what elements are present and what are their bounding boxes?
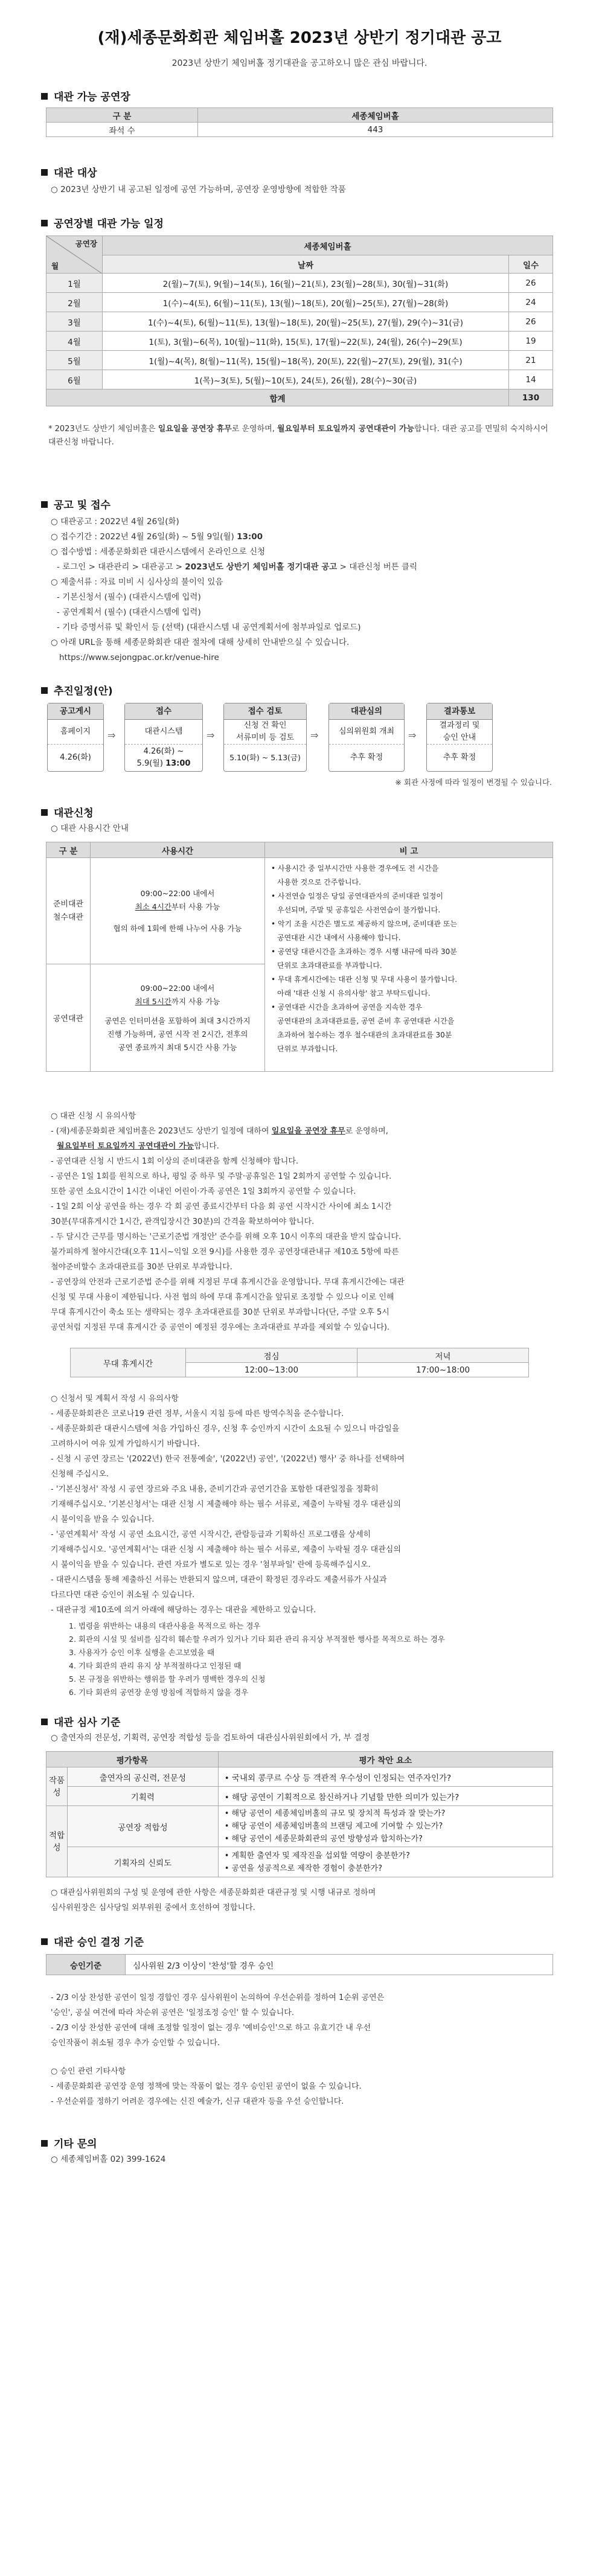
- bullet-square-icon: [41, 220, 48, 226]
- schedule-venue-header: 세종체임버홀: [103, 236, 553, 255]
- list-item: 6. 기타 회관의 공연장 운영 방침에 적합하지 않을 경우: [69, 1688, 249, 1697]
- section-heading-schedule: 공연장별 대관 가능 일정: [41, 215, 164, 230]
- section-heading-review: 대관 심사 기준: [41, 1714, 120, 1729]
- venue-table: [46, 107, 553, 137]
- process-note: ※ 회관 사정에 따라 일정이 변경될 수 있습니다.: [395, 778, 552, 787]
- schedule-row: 6월 1(목)~3(토), 5(월)~10(토), 24(토), 26(월), 28(수)~30(금) 14: [46, 370, 553, 389]
- bullet-square-icon: [41, 1938, 48, 1945]
- list-item: 1. 법령을 위반하는 내용의 대관사용을 목적으로 하는 경우: [69, 1621, 261, 1630]
- notice-method: ○ 접수방법 : 세종문화회관 대관시스템에서 온라인으로 신청: [51, 547, 266, 557]
- process-arrow-icon: ⇒: [207, 729, 215, 741]
- docs-block: ○ 신청서 및 계획서 작성 시 유의사항 - 세종문화회관은 코로나19 관련 정부, 서울시 지침 등에 따른 방역수칙을 준수합니다. - 세종문화회관 대관시스템에 처음 가입하신 경우, 신청 후 승인까지 시간이 소요될 수 있으니 마감일을 고려하시어 여유 있게 가입하시기 바랍니다. - 신청 시 공연 장르는 '(2022년) 한국 전통예술', '(2022년) 공연', '(2022년) 행사' 중 하나를 선택하여 신청해 주십시오. - '기본신청서' 작성 시 공연 장르와 주요 내용, 준비기간과 공연기간을 포함한 대관일정을 정확히 기재해주십시오. '기본신청서'는 대관 신청 시 제출해야 하는 필수 서류로, 제출이 누락될 경우 대관심의 시 불이익을 받을 수 있습니다. - '공연계획서' 작성 시 공연 소요시간, 공연 시작시간, 관람등급과 기획하신 프로그램을 상세히 기재해주십시오. '공연계획서'는 대관 신청 시 제출해야 하는 필수 서류로, 제출이 누락될 경우 대관심의 시 불이익을 받을 수 있습니다. 관련 자료가 별도로 있는 경우 '첨부파일' 란에 등록해주십시오. - 대관시스템을 통해 제출하신 서류는 반환되지 않으며, 대관이 확정된 경우라도 제출서류가 사실과 다르다면 대관 승인이 취소될 수 있습니다. - 대관규정 제10조에 의거 아래에 해당하는 경우는 대관을 제한하고 있습니다.: [51, 1394, 405, 1615]
- review-sub: ○ 출연자의 전문성, 기획력, 공연장 적합성 등을 검토하여 대관심사위원회에서 가, 부 결정: [51, 1733, 370, 1743]
- process-arrow-icon: ⇒: [310, 729, 319, 741]
- usage-time-table: 구 분 사용시간 비 고 준비대관 철수대관 09:00~22:00 내에서 최소 4시간부터 사용 가능 협의 하에 1회에 한해 나누어 사용 가능 • 사용시간 중 일부시간만 사용한 경우에도 전 시간을 사용한 것으로 간주합니다. • 사전연습 일정은 당일 공연대관자의 준비대관 일정이 우선되며, 주말 및 공휴일은 사전연습이 불가합니다. • 악기 조율 시간은 별도로 제공하지 않으며, 준비대관 또는 공연대관 시간 내에서 사용해야 합니다. • 공연당 대관시간을 초과하는 경우 시행 내규에 따라 30분 단위로 초과대관료를 부과합니다. • 무대 휴게시간에는 대관 신청 및 무대 사용이 불가합니다. 아래 '대관 신청 시 유의사항' 참고 부탁드립니다. • 공연대관 시간을 초과하여 공연을 지속한 경우 공연대관의 초과대관료를, 공연 준비 후 공연대관 시간을 초과하여 철수하는 경우 철수대관의 초과대관료를 30분 단위로 부과합니다. 공연대관 09:00~22:00 내에서 최대 5시간까지 사용 가능 공연은 인터미션을 포함하여 최대 3시간까지 진행 가능하며, 공연 시작 전 2시간, 전후의 공연 종료까지 최대 5시간 사용 가능: [46, 842, 553, 1072]
- usage-notes: • 사용시간 중 일부시간만 사용한 경우에도 전 시간을 사용한 것으로 간주합니다. • 사전연습 일정은 당일 공연대관자의 준비대관 일정이 우선되며, 주말 및 공휴일은 사전연습이 불가합니다. • 악기 조율 시간은 별도로 제공하지 않으며, 준비대관 또는 공연대관 시간 내에서 사용해야 합니다. • 공연당 대관시간을 초과하는 경우 시행 내규에 따라 30분 단위로 초과대관료를 부과합니다. • 무대 휴게시간에는 대관 신청 및 무대 사용이 불가합니다. 아래 '대관 신청 시 유의사항' 참고 부탁드립니다. • 공연대관 시간을 초과하여 공연을 지속한 경우 공연대관의 초과대관료를, 공연 준비 후 공연대관 시간을 초과하여 철수하는 경우 철수대관의 초과대관료를 30분 단위로 부과합니다.: [265, 858, 553, 1072]
- apply-sub: ○ 대관 사용시간 안내: [51, 824, 129, 833]
- process-step-committee: 대관심의 심의위원회 개최 추후 확정: [328, 703, 405, 772]
- schedule-note: * 2023년도 상반기 체임버홀은 일요일을 공연장 휴무로 운영하며, 월요일부터 토요일까지 공연대관이 가능합니다. 대관 공고를 면밀히 숙지하시어 대관신청 바랍니다.: [48, 425, 548, 447]
- review-after: ○ 대관심사위원회의 구성 및 운영에 관한 사항은 세종문화회관 대관규정 및 시행 내규로 정하며 심사위원장은 심사당일 외부위원 중에서 호선하여 정합니다.: [51, 1888, 376, 1912]
- process-arrow-icon: ⇒: [107, 729, 116, 741]
- bullet-square-icon: [41, 809, 48, 816]
- schedule-row: 1월 2(월)~7(토), 9(월)~14(토), 16(월)~21(토), 23(월)~28(토), 30(월)~31(화) 26: [46, 274, 553, 293]
- rest-time-table: 무대 휴게시간 점심 저녁 12:00~13:00 17:00~18:00: [70, 1348, 529, 1377]
- list-item: 5. 본 규정을 위반하는 행위를 할 우려가 명백한 경우의 신청: [69, 1674, 266, 1684]
- process-step-result: 결과통보 결과정리 및 승인 안내 추후 확정: [426, 703, 493, 772]
- schedule-table: [46, 235, 553, 406]
- process-step-receive: 접수 대관시스템 4.26(화) ~ 5.9(월) 13:00: [124, 703, 203, 772]
- venue-hire-link[interactable]: https://www.sejongpac.or.kr/venue-hire: [59, 653, 219, 662]
- schedule-days-header: 일수: [509, 255, 553, 274]
- bullet-square-icon: [41, 169, 48, 176]
- list-item: 4. 기타 회관의 관리 유지 상 부적절하다고 인정된 때: [69, 1661, 242, 1670]
- decision-block: - 2/3 이상 찬성한 공연이 일정 경합인 경우 심사위원이 논의하여 우선순위를 정하여 1순위 공연은 '승인', 공실 여건에 따라 차순위 공연은 '일정조정 승인' 할 수 있습니다. - 2/3 이상 찬성한 공연에 대해 조정할 일정이 없는 경우 '예비승인'으로 하고 유효기간 내 우선 승인작품이 취소될 경우 추가 승인할 수 있습니다. ○ 승인 관련 기타사항 - 세종문화회관 공연장 운영 정책에 맞는 작품이 없는 경우 승인된 공연이 없을 수 있습니다. - 우선순위를 정하기 어려운 경우에는 신진 예술가, 신규 대관자 등을 우선 승인합니다.: [51, 1993, 385, 2106]
- schedule-total-row: 합계 130: [46, 389, 553, 406]
- page-subtitle: 2023년 상반기 체임버홀 정기대관을 공고하오니 많은 관심 바랍니다.: [171, 59, 428, 68]
- target-text: ○ 2023년 상반기 내 공고된 일정에 공연 가능하며, 공연장 운영방향에 적합한 작품: [51, 185, 346, 194]
- notice-block: ○ 대관공고 : 2022년 4월 26일(화) ○ 접수기간 : 2022년 4월 26일(화) ~ 5월 9일(월) 13:00 ○ 접수방법 : 세종문화회관 대관시스템에서 온라인으로 신청 - 로그인 > 대관관리 > 대관공고 > 2023년도 상반기 체임버홀 정기대관 공고 > 대관신청 버튼 클릭 ○ 제출서류 : 자료 미비 시 심사상의 불이익 있음 - 기본신청서 (필수) (대관시스템에 입력) - 공연계획서 (필수) (대관시스템에 입력) - 기타 증명서류 및 확인서 등 (선택) (대관시스템 내 공연계획서에 첨부파일로 업로드) ○ 아래 URL을 통해 세종문화회관 대관 절차에 대해 상세히 안내받으실 수 있습니다. https://www.sejongpac.or.kr/venue-hire: [51, 514, 558, 665]
- schedule-date-header: 날짜: [103, 255, 509, 274]
- schedule-corner-cell: [46, 236, 103, 274]
- section-heading-contact: 기타 문의: [41, 2135, 97, 2150]
- schedule-row: 5월 1(월)~4(목), 8(월)~11(목), 15(월)~18(목), 20(토), 22(월)~27(토), 29(월), 31(수) 21: [46, 351, 553, 370]
- venue-table-seats-label: 좌석 수: [46, 123, 198, 137]
- bullet-square-icon: [41, 1719, 48, 1725]
- list-item: 2. 회관의 시설 및 설비를 심각히 훼손할 우려가 있거나 기타 회관 관리 유지상 부적절한 행사를 목적으로 하는 경우: [69, 1635, 445, 1644]
- section-heading-apply: 대관신청: [41, 804, 94, 819]
- schedule-corner-bottom: 월: [51, 261, 59, 271]
- notice-period: ○ 접수기간 : 2022년 4월 26일(화) ~ 5월 9일(월) 13:00: [51, 532, 263, 542]
- schedule-row: 2월 1(수)~4(토), 6(월)~11(토), 13(월)~18(토), 20(월)~25(토), 27(월)~28(화) 24: [46, 293, 553, 312]
- bullet-square-icon: [41, 687, 48, 694]
- schedule-row: 4월 1(토), 3(월)~6(목), 10(월)~11(화), 15(토), 17(월)~22(토), 24(월), 26(수)~29(토) 19: [46, 332, 553, 351]
- section-heading-notice: 공고 및 접수: [41, 496, 111, 511]
- caution-block: ○ 대관 신청 시 유의사항 - (재)세종문화회관 체임버홀은 2023년도 상반기 일정에 대하여 일요일을 공연장 휴무로 운영하며, 월요일부터 토요일까지 공연대관이 가능합니다. - 공연대관 신청 시 반드시 1회 이상의 준비대관을 함께 신청해야 합니다. - 공연은 1일 1회를 원칙으로 하나, 평일 중 하루 및 주말·공휴일은 1일 2회까지 공연할 수 있습니다. 또한 공연 소요시간이 1시간 이내인 어린이·가족 공연은 1일 3회까지 공연할 수 있습니다. - 1일 2회 이상 공연을 하는 경우 각 회 공연 종료시간부터 다음 회 공연 시작시간 사이에 최소 1시간 30분(무대휴게시간 1시간, 관객입장시간 30분)의 간격을 확보하여야 합니다. - 두 달시간 근무를 명시하는 '근로기준법 개정안' 준수를 위해 오후 10시 이후의 대관을 받지 않습니다. 불가피하게 철야시간대(오후 11시~익일 오전 9시)를 사용한 경우 공연장대관내규 제10조 5항에 따른 철야준비할수 초과대관료를 30분 단위로 부과합니다. - 공연장의 안전과 근로기준법 준수를 위해 지정된 무대 휴게시간을 운영합니다. 무대 휴게시간에는 대관 신청 및 무대 사용이 제한됩니다. 사전 협의 하에 무대 휴게시간을 앞뒤로 조정할 수 있으나 이로 인해 무대 휴게시간이 축소 또는 생략되는 경우 초과대관료를 30분 단위로 부과합니다(단, 주말 오후 5시 공연처럼 지정된 무대 휴게시간 중 공연이 예정된 경우에는 초과대관료 부과를 제외할 수 있습니다).: [51, 1112, 405, 1332]
- schedule-corner-top: 공연장: [75, 239, 97, 248]
- section-heading-venue: 대관 가능 공연장: [41, 88, 130, 103]
- notice-path: - 로그인 > 대관관리 > 대관공고 > 2023년도 상반기 체임버홀 정기대관 공고 > 대관신청 버튼 클릭: [57, 562, 418, 572]
- bullet-square-icon: [41, 501, 48, 508]
- review-criteria-table: 평가항목 평가 착안 요소 작품 성 출연자의 공신력, 전문성 • 국내외 콩쿠르 수상 등 객관적 우수성이 인정되는 연주자인가? 기획력 • 해당 공연이 기획적으로 참신하거나 기념할 만한 의미가 있는가? 적합 성 공연장 적합성 • 해당 공연이 세종체임버홀의 규모 및 장치적 특성과 잘 맞는가? • 해당 공연이 세종체임버홀의 브랜딩 제고에 기여할 수 있는가? • 해당 공연이 세종문화회관의 공연 방향성과 합치하는가? 기획자의 신뢰도 • 계획한 출연자 및 제작진을 섭외할 역량이 충분한가? • 공연을 성공적으로 제작한 경험이 충분한가?: [46, 1751, 553, 1877]
- decision-table: 승인기준 심사위원 2/3 이상이 '찬성'할 경우 승인: [46, 1954, 553, 1975]
- process-arrow-icon: ⇒: [408, 729, 417, 741]
- bullet-square-icon: [41, 93, 48, 100]
- diagonal-line-icon: [46, 236, 102, 274]
- notice-date: ○ 대관공고 : 2022년 4월 26일(화): [51, 517, 179, 527]
- page-title: (재)세종문화회관 체임버홀 2023년 상반기 정기대관 공고: [97, 29, 502, 47]
- bullet-square-icon: [41, 2140, 48, 2147]
- schedule-row: 3월 1(수)~4(토), 6(월)~11(토), 13(월)~18(토), 20(월)~25(토), 27(월), 29(수)~31(금) 26: [46, 312, 553, 332]
- restriction-list: [69, 1620, 540, 1699]
- section-heading-target: 대관 대상: [41, 164, 97, 179]
- notice-docs: ○ 제출서류 : 자료 미비 시 심사상의 불이익 있음: [51, 577, 223, 587]
- venue-table-header-hall: 세종체임버홀: [198, 108, 553, 123]
- process-step-review: 접수 검토 신청 건 확인 서류미비 등 검토 5.10(화) ~ 5.13(금): [223, 703, 307, 772]
- section-heading-process: 추진일정(안): [41, 682, 113, 697]
- section-heading-decision: 대관 승인 결정 기준: [41, 1934, 144, 1949]
- list-item: 3. 사용자가 승인 이후 실행을 손고보였을 때: [69, 1648, 215, 1657]
- venue-table-header-type: 구 분: [46, 108, 198, 123]
- venue-table-seats-value: 443: [198, 123, 553, 137]
- contact-line: ○ 세종체임버홀 02) 399-1624: [51, 2155, 166, 2164]
- process-step-announce: 공고게시 홈페이지 4.26(화): [47, 703, 104, 772]
